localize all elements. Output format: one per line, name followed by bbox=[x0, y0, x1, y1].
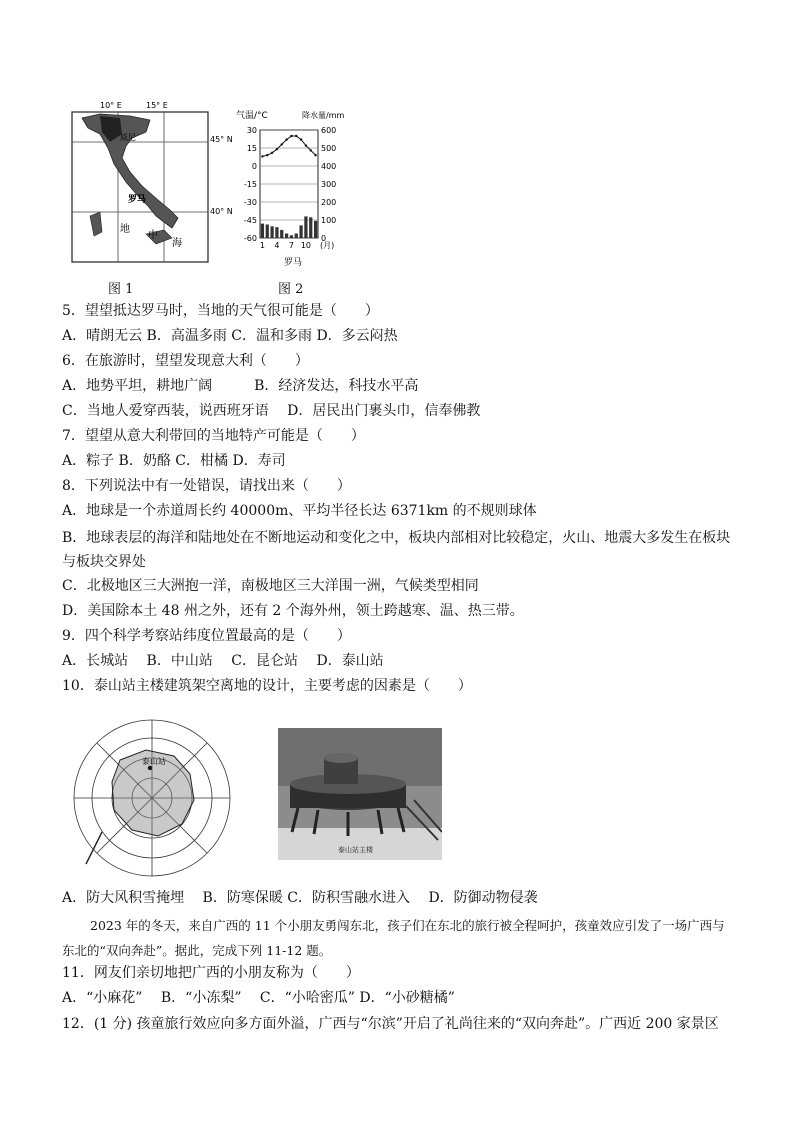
precip-axis-label: 降水量/mm bbox=[302, 111, 345, 120]
temperature-point bbox=[276, 148, 278, 150]
question-6: 6．在旅游时，望望发现意大利（ ） bbox=[62, 353, 309, 369]
temperature-point bbox=[290, 135, 292, 137]
question-11-options: A．“小麻花” B．“小冻梨” C．“小哈密瓜” D．“小砂糖橘” bbox=[62, 990, 455, 1006]
question-12: 12．(1 分) 孩童旅行效应向多方面外溢，广西与“尔滨”开启了礼尚往来的“双向奔赴”。广西近 200 家景区 bbox=[62, 1016, 719, 1032]
right-tick-label: 0 bbox=[321, 234, 327, 243]
precip-bar bbox=[280, 230, 283, 238]
x-tick-label: (月) bbox=[320, 241, 335, 250]
precip-bar bbox=[295, 234, 298, 239]
antarctica-polar-map bbox=[62, 712, 242, 880]
temp-axis-label: 气温/°C bbox=[236, 111, 268, 121]
x-tick-label: 1 bbox=[259, 241, 265, 250]
temperature-point bbox=[314, 154, 316, 156]
right-tick-label: 300 bbox=[321, 180, 337, 189]
question-5: 5．望望抵达罗马时，当地的天气很可能是（ ） bbox=[62, 303, 379, 319]
precip-bar bbox=[299, 225, 302, 238]
venice-label: 威尼 bbox=[120, 133, 136, 142]
question-9: 9．四个科学考察站纬度位置最高的是（ ） bbox=[62, 628, 351, 644]
precip-bar bbox=[314, 221, 317, 238]
right-tick-label: 400 bbox=[321, 162, 337, 171]
taishan-station-label: 泰山站 bbox=[142, 757, 166, 766]
precip-bar bbox=[290, 235, 293, 238]
intro-paragraph: 2023 年的冬天，来自广西的 11 个小朋友勇闯东北，孩子们在东北的旅行被全程呵护，孩童效应引发了一场广西与东北的“双向奔赴”。据此，完成下列 11-12 题。 bbox=[62, 918, 725, 958]
question-11: 11．网友们亲切地把广西的小朋友称为（ ） bbox=[62, 965, 360, 981]
italy-map bbox=[60, 98, 240, 268]
x-tick-label: 7 bbox=[288, 241, 294, 250]
question-5-options: A．晴朗无云 B．高温多雨 C．温和多雨 D．多云闷热 bbox=[62, 328, 398, 344]
taishan-station-photo bbox=[278, 728, 442, 860]
right-tick-label: 500 bbox=[321, 144, 337, 153]
right-tick-label: 600 bbox=[321, 126, 337, 135]
lat-label-45: 45° N bbox=[210, 135, 233, 144]
temperature-point bbox=[266, 154, 268, 156]
question-8: 8．下列说法中有一处错误，请找出来（ ） bbox=[62, 478, 351, 494]
lon-label-15: 15° E bbox=[146, 101, 168, 110]
question-10-options: A．防大风积雪掩埋 B．防寒保暖 C．防积雪融水进入 D．防御动物侵袭 bbox=[62, 890, 538, 906]
sea-label-2: 中 bbox=[148, 230, 158, 241]
question-7: 7．望望从意大利带回的当地特产可能是（ ） bbox=[62, 428, 365, 444]
left-tick-label: -30 bbox=[243, 198, 257, 207]
question-7-options: A．粽子 B．奶酪 C．柑橘 D．寿司 bbox=[62, 453, 286, 469]
temperature-point bbox=[305, 144, 307, 146]
precip-bar bbox=[270, 226, 273, 238]
left-tick-label: -45 bbox=[243, 216, 257, 225]
temperature-point bbox=[300, 138, 302, 140]
question-6-options-1: A．地势平坦，耕地广阔 B．经济发达，科技水平高 bbox=[62, 378, 419, 394]
question-10: 10．泰山站主楼建筑架空离地的设计，主要考虑的因素是（ ） bbox=[62, 678, 472, 694]
precip-bar bbox=[275, 227, 278, 238]
rome-climate-chart bbox=[232, 108, 356, 268]
question-8-option-d: D．美国除本土 48 州之外，还有 2 个海外州，领土跨越寒、温、热三带。 bbox=[62, 603, 524, 619]
question-6-options-2: C．当地人爱穿西装，说西班牙语 D．居民出门裹头巾，信奉佛教 bbox=[62, 403, 481, 419]
sea-label-1: 地 bbox=[120, 224, 130, 235]
sea-label-3: 海 bbox=[172, 238, 182, 249]
right-tick-label: 200 bbox=[321, 198, 337, 207]
left-tick-label: 30 bbox=[246, 126, 257, 135]
question-8-option-b: B．地球表层的海洋和陆地处在不断地运动和变化之中，板块内部相对比较稳定，火山、地震大多发生在板块与板块交界处 bbox=[62, 530, 731, 570]
lon-label-10: 10° E bbox=[100, 101, 122, 110]
temperature-point bbox=[295, 135, 297, 137]
figure-2-caption: 图 2 bbox=[278, 282, 304, 297]
lat-label-40: 40° N bbox=[210, 207, 233, 216]
question-8-option-c: C．北极地区三大洲抱一洋，南极地区三大洋围一洲，气候类型相同 bbox=[62, 578, 479, 594]
figure-1-caption: 图 1 bbox=[108, 282, 134, 297]
left-tick-label: -60 bbox=[243, 234, 257, 243]
chart-city-label: 罗马 bbox=[284, 258, 303, 268]
question-8-option-a: A．地球是一个赤道周长约 40000m、平均半径长达 6371km 的不规则球体 bbox=[62, 503, 537, 519]
x-tick-label: 4 bbox=[274, 241, 280, 250]
x-tick-label: 10 bbox=[300, 241, 312, 250]
left-tick-label: 15 bbox=[246, 144, 257, 153]
precip-bar bbox=[261, 224, 264, 238]
station-photo-caption: 泰山站主楼 bbox=[338, 846, 373, 854]
precip-bar bbox=[304, 216, 307, 238]
question-9-options: A．长城站 B．中山站 C．昆仑站 D．泰山站 bbox=[62, 653, 384, 669]
left-tick-label: 0 bbox=[251, 162, 257, 171]
precip-bar bbox=[309, 217, 312, 238]
precip-bar bbox=[266, 225, 269, 239]
temperature-point bbox=[261, 155, 263, 157]
temperature-point bbox=[281, 143, 283, 145]
temperature-point bbox=[285, 138, 287, 140]
temperature-line bbox=[262, 136, 315, 156]
right-tick-label: 100 bbox=[321, 216, 337, 225]
rome-label: 罗马 bbox=[128, 195, 147, 205]
precip-bar bbox=[285, 234, 288, 239]
left-tick-label: -15 bbox=[243, 180, 257, 189]
temperature-point bbox=[271, 152, 273, 154]
temperature-point bbox=[310, 149, 312, 151]
